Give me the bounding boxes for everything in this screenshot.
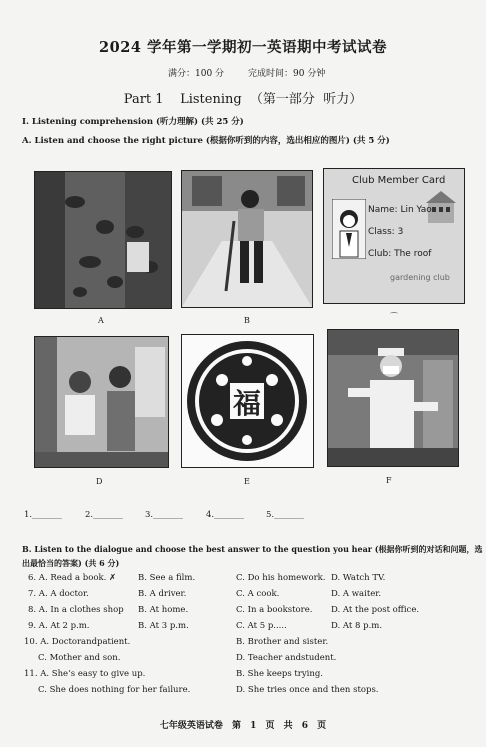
section-b-heading: B. Listen to the dialogue and choose the best answer to the question you hear (根据你听到的对话和问题，选 bbox=[22, 544, 483, 554]
section-a-heading: A. Listen and choose the right picture (根据你听到的内容，选出相应的图片) (共 5 分) bbox=[22, 136, 390, 146]
q11-option-a[interactable]: 11. A. She’s easy to give up. bbox=[24, 669, 146, 679]
answer-blank-2[interactable]: 2._______ bbox=[85, 510, 123, 520]
answer-blank-3[interactable]: 3._______ bbox=[145, 510, 183, 520]
picture-b-label: B bbox=[244, 316, 250, 325]
picture-a-label: A bbox=[98, 316, 104, 325]
q10-option-c[interactable]: C. Mother and son. bbox=[38, 653, 121, 663]
card-class: Class: 3 bbox=[368, 227, 404, 237]
q10-option-b[interactable]: B. Brother and sister. bbox=[236, 637, 329, 647]
picture-e-label: E bbox=[244, 477, 250, 486]
exam-title: 2024 学年第一学期初一英语期中考试试卷 bbox=[99, 39, 387, 56]
picture-b bbox=[181, 170, 313, 308]
time-limit: 完成时间：90 分钟 bbox=[248, 69, 326, 79]
svg-text:福: 福 bbox=[232, 387, 262, 420]
q11-option-c[interactable]: C. She does nothing for her failure. bbox=[38, 685, 191, 695]
picture-d-label: D bbox=[96, 477, 103, 486]
q9-option-d[interactable]: D. At 8 p.m. bbox=[331, 621, 383, 631]
page-footer: 七年级英语试卷 第 1 页 共 6 页 bbox=[159, 721, 327, 731]
picture-e bbox=[181, 334, 314, 468]
student-portrait-icon bbox=[332, 199, 366, 259]
q10-option-a[interactable]: 10. A. Doctorandpatient. bbox=[24, 637, 131, 647]
picture-f bbox=[327, 329, 459, 467]
card-club-continued: gardening club bbox=[390, 273, 450, 282]
q7-option-c[interactable]: C. A cook. bbox=[236, 589, 280, 599]
q9-option-a[interactable]: 9. A. At 2 p.m. bbox=[28, 621, 90, 631]
card-name: Name: Lin Yao bbox=[368, 205, 432, 215]
q7-option-a[interactable]: 7. A. A doctor. bbox=[28, 589, 89, 599]
paper-cutting-fu-icon bbox=[182, 335, 313, 467]
picture-c bbox=[323, 168, 465, 304]
picture-a bbox=[34, 171, 172, 309]
crutch-person-illustration bbox=[182, 171, 312, 307]
q6-option-c[interactable]: C. Do his homework. bbox=[236, 573, 326, 583]
q8-option-a[interactable]: 8. A. In a clothes shop bbox=[28, 605, 124, 615]
q7-option-d[interactable]: D. A waiter. bbox=[331, 589, 382, 599]
q10-option-d[interactable]: D. Teacher andstudent. bbox=[236, 653, 337, 663]
picture-c-label: ⌒ bbox=[390, 312, 398, 321]
q9-option-b[interactable]: B. At 3 p.m. bbox=[138, 621, 189, 631]
full-score: 满分：100 分 bbox=[168, 69, 225, 79]
q9-option-c[interactable]: C. At 5 p..... bbox=[236, 621, 287, 631]
answer-blank-4[interactable]: 4._______ bbox=[206, 510, 244, 520]
answer-blank-1[interactable]: 1._______ bbox=[24, 510, 62, 520]
part-heading: Part 1 Listening （第一部分 听力） bbox=[123, 92, 363, 107]
nurse-illustration bbox=[328, 330, 458, 466]
card-title: Club Member Card bbox=[352, 175, 446, 186]
wall-illustration bbox=[35, 172, 171, 308]
picture-d bbox=[34, 336, 169, 468]
q6-option-a[interactable]: 6. A. Read a book. ✗ bbox=[28, 573, 117, 583]
q11-option-d[interactable]: D. She tries once and then stops. bbox=[236, 685, 379, 695]
card-club: Club: The roof bbox=[368, 249, 432, 259]
q6-option-b[interactable]: B. See a film. bbox=[138, 573, 196, 583]
section-heading: I. Listening comprehension (听力理解) (共 25 分) bbox=[22, 117, 244, 127]
q8-option-c[interactable]: C. In a bookstore. bbox=[236, 605, 313, 615]
q11-option-b[interactable]: B. She keeps trying. bbox=[236, 669, 324, 679]
answer-blank-5[interactable]: 5._______ bbox=[266, 510, 304, 520]
picture-f-label: F bbox=[386, 476, 392, 485]
doctor-patient-illustration bbox=[35, 337, 168, 467]
section-b-heading-cont: 出最恰当的答案) (共 6 分) bbox=[22, 558, 120, 568]
q8-option-d[interactable]: D. At the post office. bbox=[331, 605, 420, 615]
q6-option-d[interactable]: D. Watch TV. bbox=[331, 573, 386, 583]
q7-option-b[interactable]: B. A driver. bbox=[138, 589, 187, 599]
q8-option-b[interactable]: B. At home. bbox=[138, 605, 189, 615]
